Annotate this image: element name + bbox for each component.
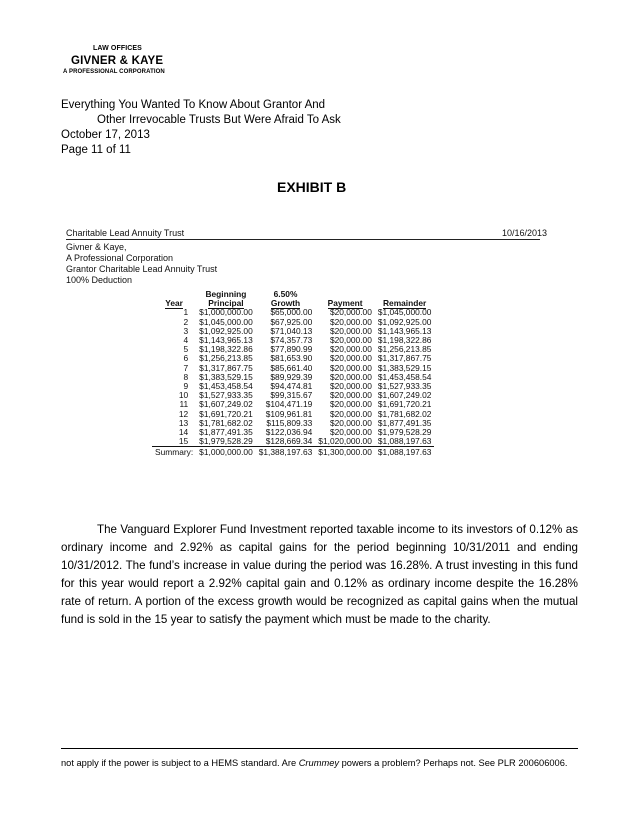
cell-year: 5 — [183, 344, 189, 355]
summary-payment: $1,300,000.00 — [318, 447, 372, 458]
cell-principal: $1,000,000.00 — [199, 307, 253, 318]
cell-growth: $71,040.13 — [270, 325, 313, 336]
cell-remainder: $1,781,682.02 — [377, 408, 432, 419]
report-line-firm: Givner & Kaye, — [66, 242, 127, 252]
report-line-trust-name: Grantor Charitable Lead Annuity Trust — [66, 264, 218, 274]
cell-payment: $20,000.00 — [329, 335, 372, 346]
cell-growth: $94,474.81 — [270, 381, 313, 392]
cell-growth: $77,890.99 — [270, 344, 313, 355]
cell-remainder: $1,691,720.21 — [377, 399, 432, 410]
letterhead-corporation: A PROFESSIONAL CORPORATION — [63, 69, 165, 75]
cell-payment: $1,020,000.00 — [315, 437, 375, 447]
cell-remainder: $1,092,925.00 — [377, 316, 432, 327]
summary-row — [152, 447, 434, 458]
cell-year: 9 — [183, 381, 189, 392]
cell-year: 12 — [178, 408, 189, 419]
table-body — [152, 308, 434, 447]
footnote — [61, 756, 578, 770]
cell-principal: $1,607,249.02 — [199, 399, 253, 410]
cell-year: 10 — [178, 390, 189, 401]
cell-remainder: $1,198,322.86 — [377, 335, 432, 346]
annuity-trust-table — [152, 290, 434, 458]
cell-remainder: $1,317,867.75 — [377, 353, 432, 364]
cell-remainder: $1,453,458.54 — [377, 371, 432, 382]
cell-principal: $1,092,925.00 — [199, 325, 253, 336]
cell-remainder: $1,088,197.63 — [375, 437, 435, 447]
cell-year: 14 — [178, 427, 189, 438]
cell-growth: $99,315.67 — [270, 390, 313, 401]
cell-growth: $65,000.00 — [270, 307, 313, 318]
cell-remainder: $1,143,965.13 — [377, 325, 432, 336]
cell-remainder: $1,527,933.35 — [377, 381, 432, 392]
header-principal: Principal — [208, 298, 244, 309]
cell-payment: $20,000.00 — [329, 390, 372, 401]
header-date: October 17, 2013 — [61, 129, 150, 141]
cell-payment: $20,000.00 — [329, 362, 372, 373]
header-payment: Payment — [327, 298, 363, 309]
cell-principal: $1,781,682.02 — [199, 417, 253, 428]
footnote-italic-term: Crummey — [298, 758, 340, 768]
cell-growth: $104,471.19 — [265, 399, 313, 410]
cell-payment: $20,000.00 — [329, 353, 372, 364]
footnote-text-after: powers a problem? Perhaps not. See PLR 200606006. — [339, 758, 568, 768]
cell-year: 7 — [183, 362, 189, 373]
cell-growth: $122,036.94 — [265, 427, 313, 438]
cell-year: 8 — [183, 371, 189, 382]
cell-principal: $1,877,491.35 — [199, 427, 253, 438]
cell-principal: $1,045,000.00 — [199, 316, 253, 327]
report-line-deduction: 100% Deduction — [66, 275, 133, 285]
header-title-line2: Other Irrevocable Trusts But Were Afraid To Ask — [97, 114, 341, 126]
summary-principal: $1,000,000.00 — [199, 447, 253, 458]
summary-label: Summary: — [155, 447, 194, 458]
cell-remainder: $1,607,249.02 — [377, 390, 432, 401]
cell-year: 4 — [183, 335, 189, 346]
cell-payment: $20,000.00 — [329, 344, 372, 355]
exhibit-title: EXHIBIT B — [277, 179, 347, 195]
report-title: Charitable Lead Annuity Trust — [66, 228, 185, 238]
cell-growth: $74,357.73 — [270, 335, 313, 346]
cell-payment: $20,000.00 — [329, 307, 372, 318]
cell-payment: $20,000.00 — [329, 399, 372, 410]
summary-growth: $1,388,197.63 — [258, 447, 313, 458]
cell-principal: $1,256,213.85 — [199, 353, 253, 364]
header-year: Year — [165, 298, 183, 309]
footnote-divider — [61, 748, 578, 749]
cell-remainder: $1,877,491.35 — [377, 417, 432, 428]
cell-principal: $1,383,529.15 — [199, 371, 253, 382]
cell-year: 15 — [152, 437, 196, 447]
header-growth-rate: 6.50% — [273, 289, 298, 299]
header-page-number: Page 11 of 11 — [61, 144, 131, 156]
cell-year: 13 — [178, 417, 189, 428]
cell-principal: $1,979,528.29 — [196, 437, 256, 447]
cell-principal: $1,453,458.54 — [199, 381, 253, 392]
cell-growth: $109,961.81 — [265, 408, 313, 419]
cell-remainder: $1,045,000.00 — [377, 307, 432, 318]
table-row — [152, 437, 434, 447]
cell-payment: $20,000.00 — [329, 427, 372, 438]
cell-principal: $1,527,933.35 — [199, 390, 253, 401]
cell-principal: $1,198,322.86 — [199, 344, 253, 355]
header-growth: Growth — [270, 298, 301, 309]
cell-principal: $1,317,867.75 — [199, 362, 253, 373]
cell-growth: $115,809.33 — [266, 417, 313, 428]
cell-payment: $20,000.00 — [329, 381, 372, 392]
footnote-text-before: not apply if the power is subject to a HEMS standard. Are — [61, 758, 299, 768]
letterhead-law-offices: LAW OFFICES — [93, 45, 142, 52]
report-date: 10/16/2013 — [502, 228, 548, 238]
cell-payment: $20,000.00 — [329, 408, 372, 419]
header-remainder: Remainder — [382, 298, 427, 309]
cell-year: 2 — [183, 316, 189, 327]
cell-growth: $85,661.40 — [270, 362, 313, 373]
header-title-line1: Everything You Wanted To Know About Grantor And — [61, 99, 326, 111]
cell-year: 1 — [183, 307, 189, 318]
cell-growth: $81,653.90 — [270, 353, 313, 364]
cell-payment: $20,000.00 — [329, 417, 372, 428]
cell-growth: $128,669.34 — [256, 437, 316, 447]
report-line-corporation: A Professional Corporation — [66, 253, 174, 263]
report-divider — [66, 239, 540, 240]
letterhead-firm-name: GIVNER & KAYE — [71, 55, 164, 67]
cell-year: 11 — [179, 399, 189, 410]
header-principal-top: Beginning — [205, 289, 247, 299]
cell-remainder: $1,979,528.29 — [377, 427, 432, 438]
cell-remainder: $1,383,529.15 — [377, 362, 432, 373]
body-paragraph — [61, 521, 578, 629]
cell-principal: $1,143,965.13 — [199, 335, 253, 346]
cell-payment: $20,000.00 — [329, 371, 372, 382]
cell-growth: $89,929.39 — [270, 371, 313, 382]
cell-growth: $67,925.00 — [270, 316, 313, 327]
cell-principal: $1,691,720.21 — [199, 408, 253, 419]
cell-payment: $20,000.00 — [329, 325, 372, 336]
cell-year: 6 — [183, 353, 189, 364]
cell-payment: $20,000.00 — [329, 316, 372, 327]
cell-remainder: $1,256,213.85 — [377, 344, 432, 355]
cell-year: 3 — [183, 325, 189, 336]
body-paragraph-text: The Vanguard Explorer Fund Investment reported taxable income to its investors of 0.12% as ordinary income and 2.92% as capital gains for the period beginning 10/31/2011 and ending 10/31/2012. The fund’s increase in value during the period was 16.28%. A trust investing in this fund for this year would report a 2.92% capital gain and 0.12% as ordinary income despite the 16.28% rate of return. A portion of the excess growth would be recognized as capital gains when the mutual fund is sold in the 15 year to satisfy the payment which must be made to the charity. — [61, 523, 578, 626]
summary-remainder: $1,088,197.63 — [377, 447, 432, 458]
